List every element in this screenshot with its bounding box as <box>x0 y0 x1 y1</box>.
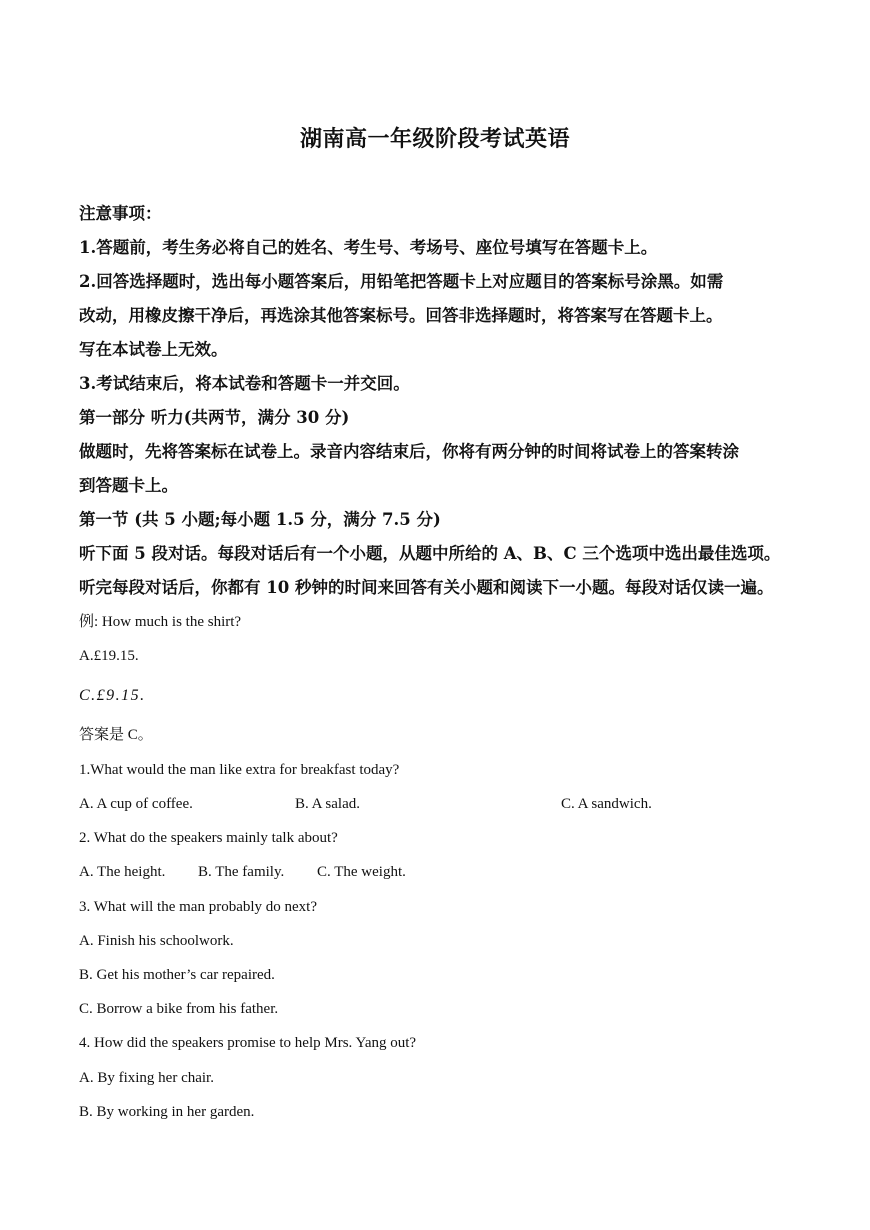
example-question: 例: How much is the shirt? <box>79 614 242 630</box>
section1-instructions-line-1: 听下面 5 段对话。每段对话后有一个小题，从题中所给的 A、B、C 三个选项中选出最佳选项。 <box>79 544 781 563</box>
example-option-a: A.£19.15. <box>79 648 139 664</box>
part1-instructions-line-2: 到答题卡上。 <box>79 476 178 495</box>
question-1-option-a: A. A cup of coffee. <box>79 796 193 812</box>
part1-instructions-line-1: 做题时，先将答案标在试卷上。录音内容结束后，你将有两分钟的时间将试卷上的答案转涂 <box>79 442 739 461</box>
part1-heading: 第一部分 听力(共两节，满分 30 分) <box>79 408 350 427</box>
section1-heading: 第一节 (共 5 小题;每小题 1.5 分，满分 7.5 分) <box>79 510 441 529</box>
question-2: 2. What do the speakers mainly talk about? <box>79 830 338 846</box>
example-option-c: C.£9.15. <box>79 687 146 704</box>
question-3-option-a: A. Finish his schoolwork. <box>79 933 234 949</box>
notice-item-2-line-1: 2.回答选择题时，选出每小题答案后，用铅笔把答题卡上对应题目的答案标号涂黑。如需 <box>79 272 724 291</box>
question-1-option-b: B. A salad. <box>295 796 361 812</box>
question-2-option-a: A. The height. <box>79 864 166 880</box>
question-1: 1.What would the man like extra for breakfast today? <box>79 762 400 778</box>
question-3-option-b: B. Get his mother’s car repaired. <box>79 967 275 983</box>
question-2-option-c: C. The weight. <box>317 864 406 880</box>
notice-heading: 注意事项： <box>79 204 162 223</box>
notice-item-1: 1.答题前，考生务必将自己的姓名、考生号、考场号、座位号填写在答题卡上。 <box>79 238 658 257</box>
notice-item-2-line-3: 写在本试卷上无效。 <box>79 340 228 359</box>
notice-item-3: 3.考试结束后，将本试卷和答题卡一并交回。 <box>79 374 410 393</box>
example-answer: 答案是 C。 <box>79 727 153 743</box>
question-4-option-b: B. By working in her garden. <box>79 1104 255 1120</box>
question-4-option-a: A. By fixing her chair. <box>79 1070 214 1086</box>
page-title: 湖南高一年级阶段考试英语 <box>299 126 570 152</box>
question-1-option-c: C. A sandwich. <box>561 796 652 812</box>
question-4: 4. How did the speakers promise to help Mrs. Yang out? <box>79 1035 417 1051</box>
section1-instructions-line-2: 听完每段对话后，你都有 10 秒钟的时间来回答有关小题和阅读下一小题。每段对话仅读一遍。 <box>79 578 774 597</box>
notice-item-2-line-2: 改动，用橡皮擦干净后，再选涂其他答案标号。回答非选择题时，将答案写在答题卡上。 <box>79 306 723 325</box>
question-2-option-b: B. The family. <box>198 864 285 880</box>
question-3-option-c: C. Borrow a bike from his father. <box>79 1001 279 1017</box>
question-3: 3. What will the man probably do next? <box>79 899 318 915</box>
